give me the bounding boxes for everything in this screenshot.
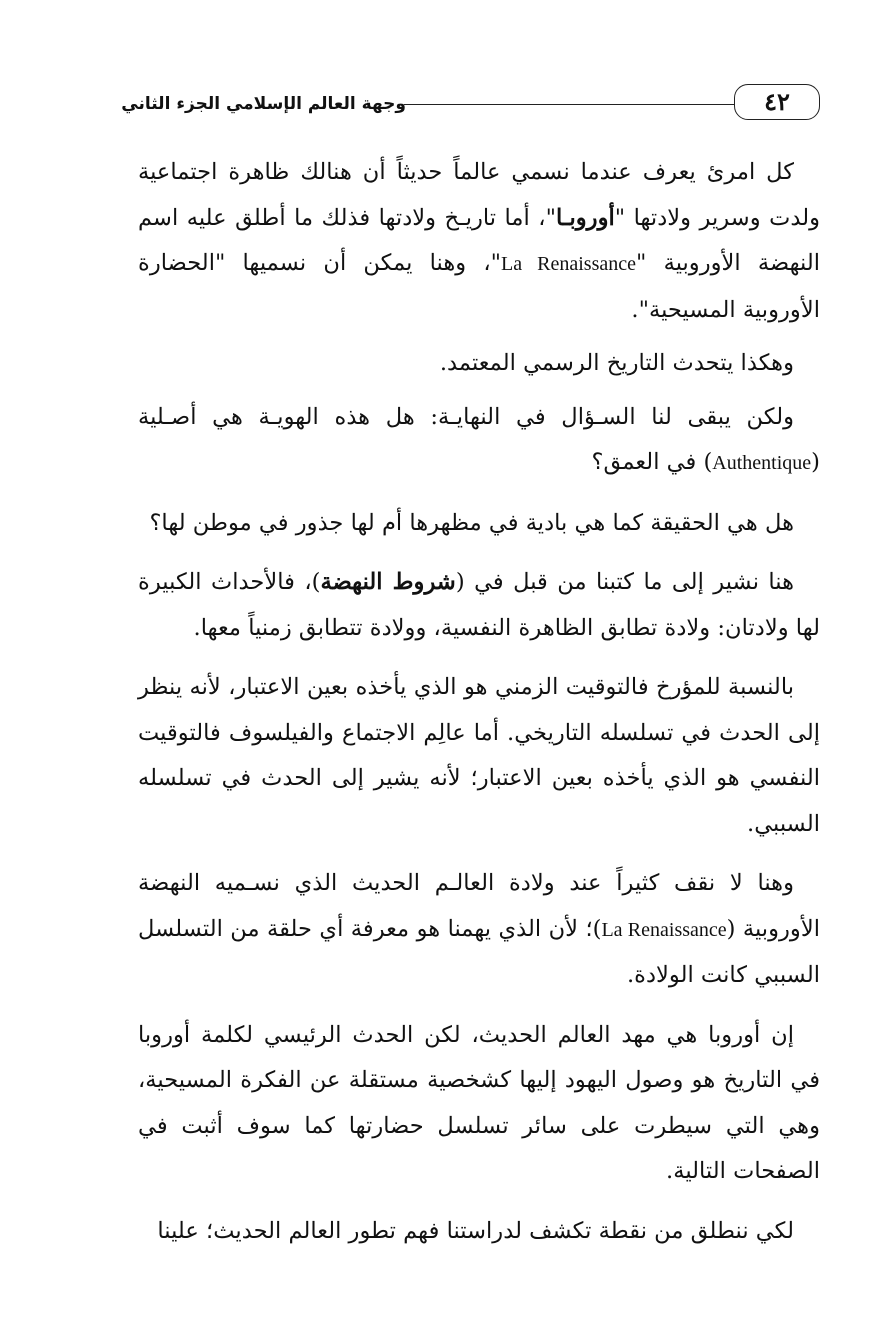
body-text bbox=[138, 150, 820, 1254]
paragraph-1 bbox=[138, 150, 820, 333]
paragraph-3-latin-authentique: Authentique bbox=[712, 452, 812, 474]
paragraph-5 bbox=[138, 560, 820, 651]
paragraph-3 bbox=[138, 395, 820, 487]
paragraph-1-text-1: كل امرئ يعرف عندما نسمي عالماً حديثاً أن هنالك ظاهرة اجتماعية ولدت وسرير ولادتها " bbox=[138, 159, 820, 231]
paragraph-8 bbox=[138, 1013, 820, 1195]
paragraph-7-text-1: وهنا لا نقف كثيراً عند ولادة العالـم الحديث الذي نسـميه النهضة الأوروبية ( bbox=[138, 870, 820, 942]
page-header bbox=[121, 78, 820, 124]
paragraph-1-text-3: "، وهنا يمكن أن نسميها "الحضارة الأوروبية المسيحية". bbox=[138, 250, 820, 323]
paragraph-7-text-2: )؛ لأن الذي يهمنا هو معرفة أي حلقة من التسلسل السببي كانت الولادة. bbox=[138, 915, 820, 988]
paragraph-9-text-1: لكي ننطلق من نقطة تكشف لدراستنا فهم تطور العالم الحديث؛ علينا bbox=[157, 1217, 794, 1244]
running-title: وجهة العالم الإسلامي الجزء الثاني bbox=[121, 94, 406, 114]
paragraph-5-text-2: )، فالأحداث الكبيرة لها ولادتان: ولادة تطابق الظاهرة النفسية، وولادة تتطابق زمنياً معها. bbox=[138, 569, 820, 641]
paragraph-1-latin-renaissance: La Renaissance bbox=[501, 253, 636, 275]
paragraph-7-latin-renaissance: La Renaissance bbox=[601, 918, 727, 941]
paragraph-2 bbox=[138, 341, 820, 387]
paragraph-5-text-1: هنا نشير إلى ما كتبنا من قبل في ( bbox=[455, 569, 795, 595]
paragraph-6-text-1: بالنسبة للمؤرخ فالتوقيت الزمني هو الذي يأخذه بعين الاعتبار، لأنه ينظر إلى الحدث في تسلسله التاريخي. أما عالِم الاجتماع والفيلسوف فالتوقيت النفسي هو الذي يأخذه بعين الاعتبار؛ لأنه يشير إلى الحدث في تسلسله السببي. bbox=[138, 674, 820, 837]
paragraph-7 bbox=[138, 861, 820, 999]
paragraph-1-text-2: "، أما تاريـخ ولادتها فذلك ما أطلق عليه اسم النهضة الأوروبية " bbox=[138, 204, 820, 276]
paragraph-4 bbox=[138, 501, 820, 547]
header-rule bbox=[404, 104, 734, 105]
paragraph-3-text-1: ولكن يبقى لنا السـؤال في النهايـة: هل هذه الهويـة هي أصـلية ( bbox=[138, 403, 820, 475]
paragraph-1-bold-europe: أوروبـا bbox=[555, 204, 615, 231]
paragraph-2-text-1: وهكذا يتحدث التاريخ الرسمي المعتمد. bbox=[439, 350, 794, 376]
paragraph-4-text-1: هل هي الحقيقة كما هي بادية في مظهرها أم لها جذور في موطن لها؟ bbox=[149, 509, 794, 536]
paragraph-5-bold-conditions: شروط النهضة bbox=[320, 569, 456, 595]
paragraph-8-text-1: إن أوروبا هي مهد العالم الحديث، لكن الحدث الرئيسي لكلمة أوروبا في التاريخ هو وصول اليهود إليها كشخصية مستقلة عن الفكرة المسيحية، وهي التي سيطرت على سائر تسلسل حضارتها كما سوف أثبت في الصفحات التالية. bbox=[138, 1021, 820, 1184]
paragraph-3-text-2: ) في العمق؟ bbox=[591, 449, 713, 475]
paragraph-6 bbox=[138, 665, 820, 847]
page-number: ٤٢ bbox=[734, 84, 820, 120]
paragraph-9 bbox=[138, 1209, 820, 1255]
